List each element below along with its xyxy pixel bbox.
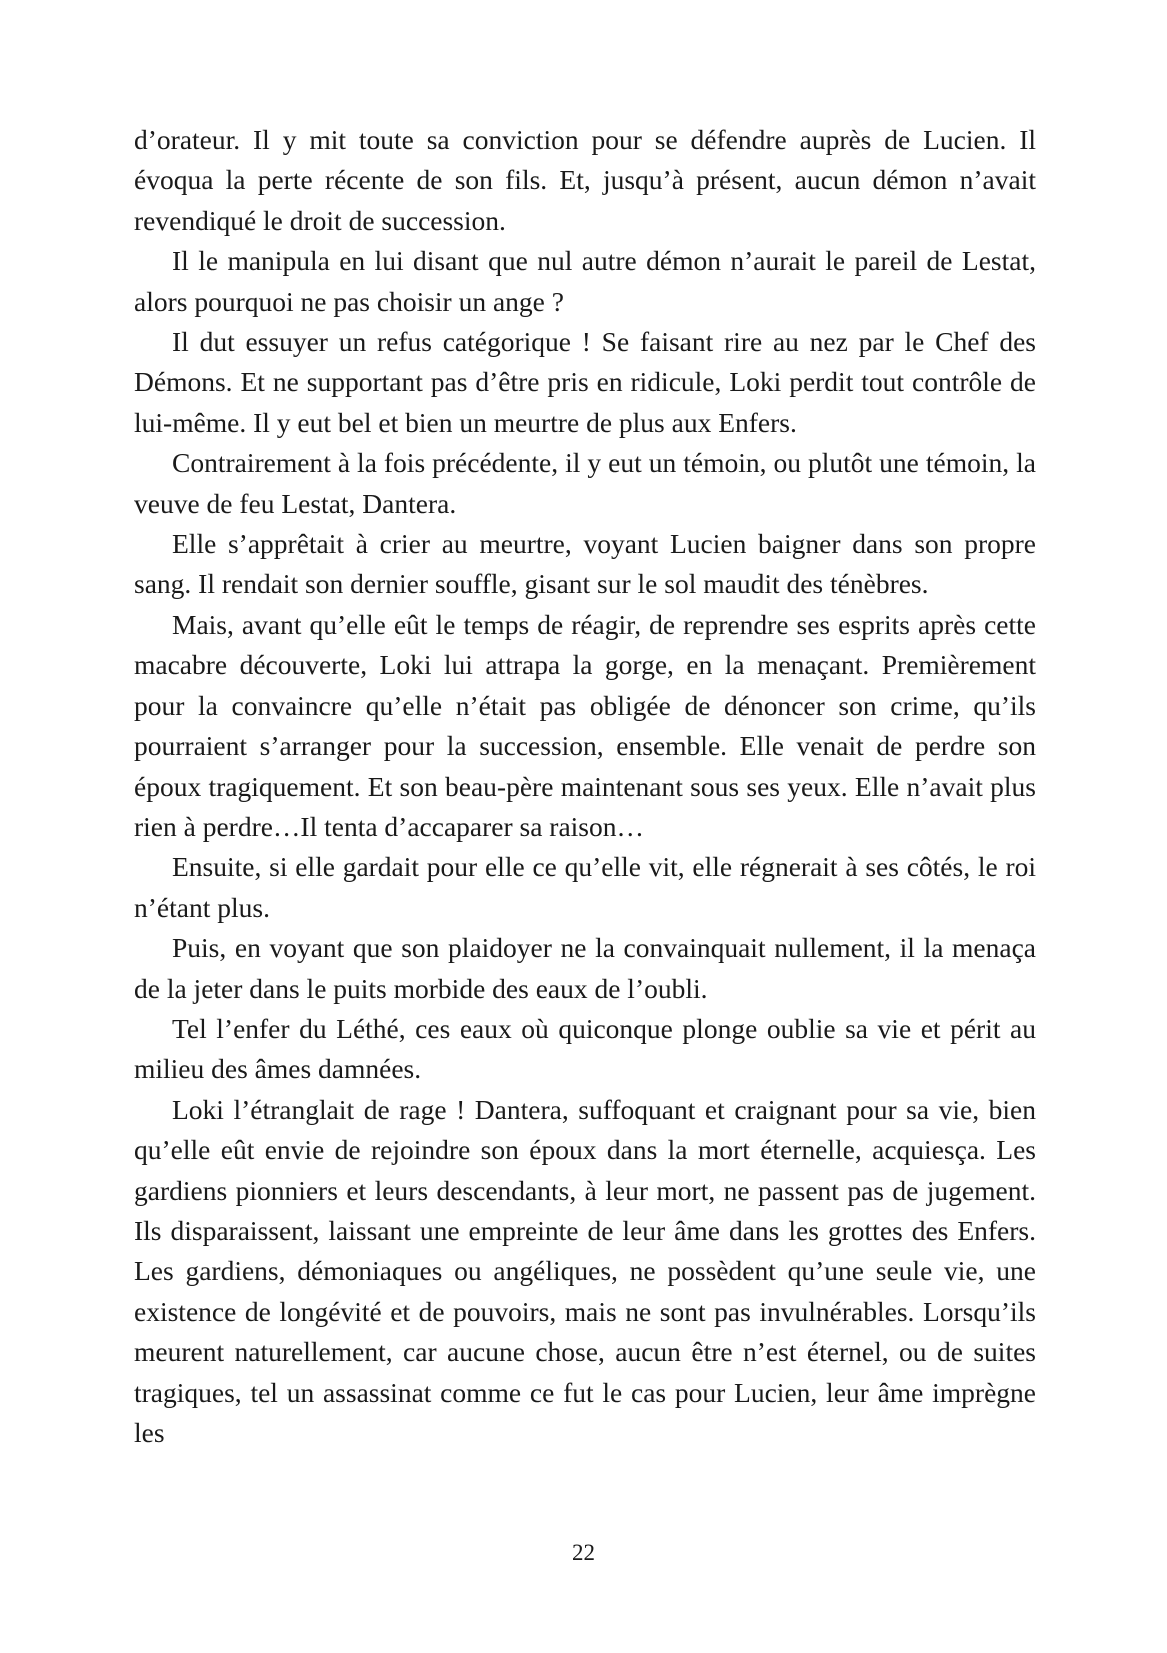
paragraph-3: Il dut essuyer un refus catégorique ! Se faisant rire au nez par le Chef des Démons. Et ne supportant pas d’être pris en ridicule, Loki perdit tout contrôle de lui-même. Il y eut bel et bien un meurtre de plus aux Enfers. — [134, 326, 1036, 438]
page-number: 22 — [572, 1540, 595, 1565]
paragraph-4: Contrairement à la fois précédente, il y eut un témoin, ou plutôt une témoin, la veuve de feu Lestat, Dantera. — [134, 447, 1036, 519]
paragraph-8: Puis, en voyant que son plaidoyer ne la convainquait nullement, il la menaça de la jeter dans le puits morbide des eaux de l’oubli. — [134, 932, 1036, 1004]
body-text — [134, 120, 1036, 1453]
paragraph-1: d’orateur. Il y mit toute sa conviction pour se défendre auprès de Lucien. Il évoqua la perte récente de son fils. Et, jusqu’à présent, aucun démon n’avait revendiqué le droit de succession. — [134, 124, 1036, 236]
paragraph-9: Tel l’enfer du Léthé, ces eaux où quiconque plonge oublie sa vie et périt au milieu des âmes damnées. — [134, 1012, 1036, 1085]
paragraph-6: Mais, avant qu’elle eût le temps de réagir, de reprendre ses esprits après cette macabre découverte, Loki lui attrapa la gorge, en la menaçant. Premièrement pour la convaincre qu’elle n’était pas obligée de dénoncer son crime, qu’ils pourraient s’arranger pour la succession, ensemble. Elle venait de perdre son époux tragiquement. Et son beau-père maintenant sous ses yeux. Elle n’avait plus rien à perdre…Il tenta d’accaparer sa raison… — [134, 608, 1036, 842]
paragraph-5: Elle s’apprêtait à crier au meurtre, voyant Lucien baigner dans son propre sang. Il rendait son dernier souffle, gisant sur le sol maudit des ténèbres. — [134, 528, 1036, 600]
paragraph-2: Il le manipula en lui disant que nul autre démon n’aurait le pareil de Lestat, alors pourquoi ne pas choisir un ange ? — [134, 245, 1036, 317]
paragraph-10: Loki l’étranglait de rage ! Dantera, suffoquant et craignant pour sa vie, bien qu’elle eût envie de rejoindre son époux dans la mort éternelle, acquiesça. Les gardiens pionniers et leurs descendants, à leur mort, ne passent pas de jugement. Ils disparaissent, laissant une empreinte de leur âme dans les grottes des Enfers. Les gardiens, démoniaques ou angéliques, ne possèdent qu’une seule vie, une existence de longévité et de pouvoirs, mais ne sont pas invulnérables. Lorsqu’ils meurent naturellement, car aucune chose, aucun être n’est éternel, ou de suites tragiques, tel un assassinat comme ce fut le cas pour Lucien, leur âme imprègne les — [134, 1093, 1036, 1448]
paragraph-7: Ensuite, si elle gardait pour elle ce qu’elle vit, elle régnerait à ses côtés, le roi n’étant plus. — [134, 851, 1036, 923]
